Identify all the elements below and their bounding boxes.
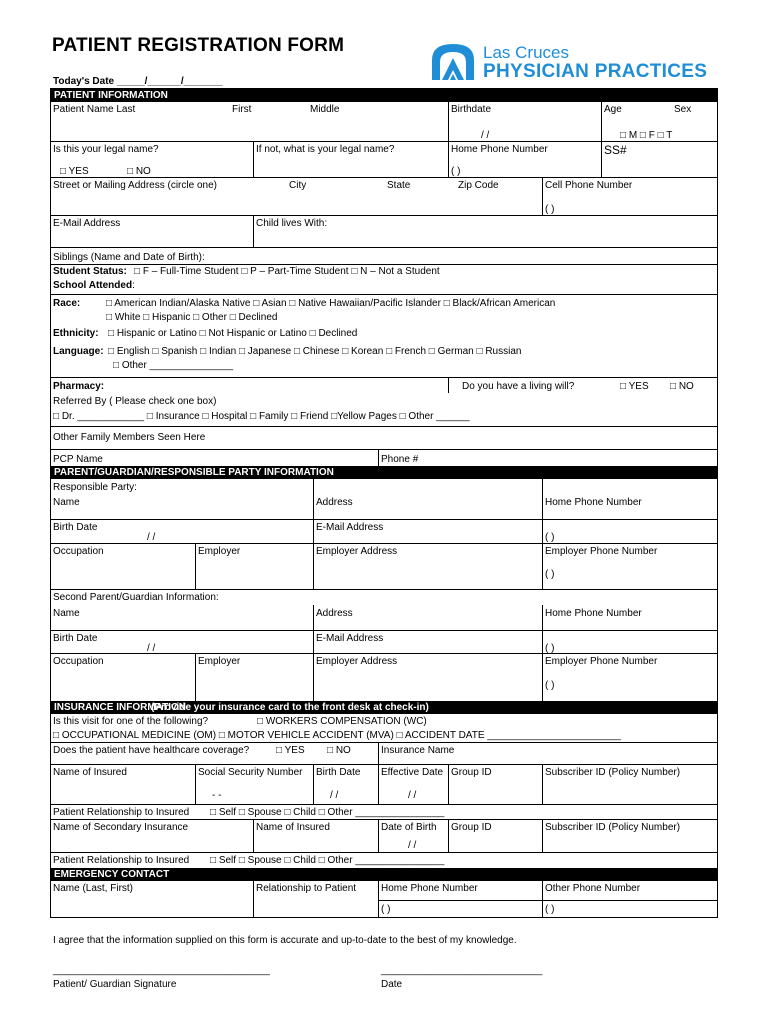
guardian-employer-phone-field[interactable]: Employer Phone Number <box>545 546 658 557</box>
race-label: Race: <box>53 298 81 309</box>
second-guardian-employer-phone-paren: ( ) <box>545 680 555 691</box>
insured-birth-slashes: / / <box>330 790 339 801</box>
age-label[interactable]: Age <box>604 104 622 115</box>
row-divider <box>51 742 717 743</box>
birthdate-slashes: / / <box>481 130 490 141</box>
email-field[interactable]: E-Mail Address <box>53 218 121 229</box>
row-divider <box>51 630 717 631</box>
col-divider <box>542 177 543 215</box>
emergency-home-phone-field[interactable]: Home Phone Number <box>381 883 478 894</box>
second-guardian-address-field[interactable]: Address <box>316 608 353 619</box>
second-guardian-employer-phone-field[interactable]: Employer Phone Number <box>545 656 658 667</box>
second-guardian-occupation-field[interactable]: Occupation <box>53 656 104 667</box>
col-divider <box>313 605 314 701</box>
form-title: PATIENT REGISTRATION FORM <box>52 35 345 56</box>
emergency-other-phone-field[interactable]: Other Phone Number <box>545 883 641 894</box>
row-divider <box>51 764 717 765</box>
col-divider <box>195 543 196 589</box>
birthdate-label[interactable]: Birthdate <box>451 104 492 115</box>
second-guardian-employer-address-field[interactable]: Employer Address <box>316 656 398 667</box>
patient-middle-name-label[interactable]: Middle <box>310 104 340 115</box>
col-divider <box>542 605 543 701</box>
section-parent-guardian: PARENT/GUARDIAN/RESPONSIBLE PARTY INFORMATION <box>51 466 717 479</box>
col-divider <box>448 764 449 804</box>
col-divider <box>542 819 543 852</box>
emergency-other-phone-paren: ( ) <box>545 904 555 915</box>
guardian-email-field[interactable]: E-Mail Address <box>316 522 384 533</box>
guardian-address-field[interactable]: Address <box>316 497 353 508</box>
todays-date-field[interactable]: Today's Date _____/______/_______ <box>53 76 223 87</box>
emergency-name-field[interactable]: Name (Last, First) <box>53 883 134 894</box>
ssn-field[interactable]: SS# <box>604 143 627 157</box>
insured-birth-date-field[interactable]: Birth Date <box>316 767 361 778</box>
second-guardian-label: Second Parent/Guardian Information: <box>53 592 219 603</box>
second-guardian-name-field[interactable]: Name <box>53 608 80 619</box>
pharmacy-field[interactable]: Pharmacy: <box>53 381 105 392</box>
city-field[interactable]: City <box>289 180 307 191</box>
row-divider <box>51 247 717 248</box>
zip-code-field[interactable]: Zip Code <box>458 180 499 191</box>
workers-comp-checkbox[interactable]: □ WORKERS COMPENSATION (WC) <box>257 716 427 727</box>
guardian-home-phone-field[interactable]: Home Phone Number <box>545 497 642 508</box>
race-options-row2[interactable]: □ White □ Hispanic □ Other □ Declined <box>106 312 278 323</box>
student-status-label: Student Status: <box>53 266 127 277</box>
section-emergency-contact: EMERGENCY CONTACT <box>51 868 717 881</box>
guardian-birth-date-field[interactable]: Birth Date <box>53 522 98 533</box>
responsible-party-label: Responsible Party: <box>53 482 137 493</box>
patient-name-last-label[interactable]: Patient Name Last <box>53 104 136 115</box>
row-divider <box>51 215 717 216</box>
secondary-subscriber-id-field[interactable]: Subscriber ID (Policy Number) <box>545 822 681 833</box>
coverage-question: Does the patient have healthcare coverage? <box>53 745 250 756</box>
row-divider <box>51 177 717 178</box>
insurance-note: (Provide your insurance card to the front desk at check-in) <box>151 702 429 713</box>
insurance-name-field[interactable]: Insurance Name <box>381 745 455 756</box>
row-divider <box>51 141 717 142</box>
guardian-birth-slashes: / / <box>147 532 156 543</box>
coverage-no-checkbox[interactable]: □ NO <box>327 745 351 756</box>
guardian-occupation-field[interactable]: Occupation <box>53 546 104 557</box>
col-divider <box>253 215 254 247</box>
col-divider <box>448 102 449 177</box>
secondary-relationship-options[interactable]: □ Self □ Spouse □ Child □ Other ________________ <box>210 855 445 866</box>
language-options-row2[interactable]: □ Other _______________ <box>113 360 234 371</box>
secondary-relationship-label: Patient Relationship to Insured <box>53 855 190 866</box>
col-divider <box>313 479 314 589</box>
school-attended-colon: : <box>132 280 135 291</box>
siblings-field[interactable]: Siblings (Name and Date of Birth): <box>53 252 205 263</box>
sex-options[interactable]: □ M □ F □ T <box>620 130 673 141</box>
patient-first-name-label[interactable]: First <box>232 104 252 115</box>
mountain-logo-icon <box>428 40 478 82</box>
row-divider <box>51 519 717 520</box>
living-will-yes-checkbox[interactable]: □ YES <box>620 381 649 392</box>
referred-by-label: Referred By ( Please check one box) <box>53 396 217 407</box>
secondary-name-of-insured-field[interactable]: Name of Insured <box>256 822 330 833</box>
col-divider <box>542 764 543 804</box>
col-divider <box>601 102 602 177</box>
row-divider <box>51 543 717 544</box>
section-insurance <box>51 701 717 714</box>
secondary-date-of-birth-field[interactable]: Date of Birth <box>381 822 437 833</box>
other-family-members-field[interactable]: Other Family Members Seen Here <box>53 432 206 443</box>
legal-name-field[interactable]: If not, what is your legal name? <box>256 144 395 155</box>
col-divider <box>253 141 254 177</box>
ethnicity-label: Ethnicity: <box>53 328 99 339</box>
row-divider <box>51 377 717 378</box>
row-divider <box>51 426 717 427</box>
language-options-row1[interactable]: □ English □ Spanish □ Indian □ Japanese □ Chinese □ Korean □ French □ German □ Russian <box>108 346 522 357</box>
guardian-name-field[interactable]: Name <box>53 497 80 508</box>
visit-type-question: Is this visit for one of the following? <box>53 716 209 727</box>
signature-label: Patient/ Guardian Signature <box>53 979 177 990</box>
second-guardian-phone-paren: ( ) <box>545 643 555 654</box>
emergency-home-phone-paren: ( ) <box>381 904 391 915</box>
col-divider <box>448 377 449 393</box>
coverage-yes-checkbox[interactable]: □ YES <box>276 745 305 756</box>
secondary-insurance-field[interactable]: Name of Secondary Insurance <box>53 822 189 833</box>
col-divider <box>313 764 314 804</box>
logo-text-las-cruces: Las Cruces <box>483 43 569 62</box>
col-divider <box>378 819 379 852</box>
pcp-phone-field[interactable]: Phone # <box>381 454 419 465</box>
legal-name-question: Is this your legal name? <box>53 144 159 155</box>
second-guardian-email-field[interactable]: E-Mail Address <box>316 633 384 644</box>
effective-date-field[interactable]: Effective Date <box>381 767 444 778</box>
subscriber-id-field[interactable]: Subscriber ID (Policy Number) <box>545 767 681 778</box>
section-patient-information: PATIENT INFORMATION <box>51 89 717 102</box>
practice-logo <box>428 40 718 84</box>
col-divider <box>448 819 449 852</box>
secondary-group-id-field[interactable]: Group ID <box>451 822 492 833</box>
row-divider <box>51 804 717 805</box>
second-guardian-employer-field[interactable]: Employer <box>198 656 241 667</box>
secondary-dob-slashes: / / <box>408 840 417 851</box>
legal-name-yes-checkbox[interactable]: □ YES <box>60 166 89 177</box>
language-label: Language: <box>53 346 104 357</box>
name-of-insured-field[interactable]: Name of Insured <box>53 767 127 778</box>
guardian-employer-phone-paren: ( ) <box>545 569 555 580</box>
insured-ssn-field[interactable]: Social Security Number <box>198 767 303 778</box>
second-guardian-birth-date-field[interactable]: Birth Date <box>53 633 98 644</box>
legal-name-no-checkbox[interactable]: □ NO <box>127 166 151 177</box>
relationship-to-insured-label: Patient Relationship to Insured <box>53 807 190 818</box>
insured-ssn-dashes: - - <box>212 790 222 801</box>
referred-by-options[interactable]: □ Dr. ____________ □ Insurance □ Hospital □ Family □ Friend □Yellow Pages □ Other ______ <box>53 411 470 422</box>
logo-text-physician-practices: PHYSICIAN PRACTICES <box>483 61 708 82</box>
col-divider <box>253 819 254 852</box>
guardian-phone-paren: ( ) <box>545 532 555 543</box>
col-divider <box>542 479 543 589</box>
col-divider <box>378 449 379 466</box>
state-field[interactable]: State <box>387 180 411 191</box>
guardian-employer-address-field[interactable]: Employer Address <box>316 546 398 557</box>
col-divider <box>195 653 196 701</box>
col-divider <box>195 764 196 804</box>
insurance-title: INSURANCE INFORMATION <box>54 702 187 713</box>
home-phone-paren: ( ) <box>451 166 461 177</box>
signature-line[interactable]: _______________________________________ <box>53 965 270 976</box>
group-id-field[interactable]: Group ID <box>451 767 492 778</box>
ethnicity-options[interactable]: □ Hispanic or Latino □ Not Hispanic or Latino □ Declined <box>108 328 358 339</box>
home-phone-label[interactable]: Home Phone Number <box>451 144 548 155</box>
row-divider <box>51 852 717 853</box>
visit-type-options[interactable]: □ OCCUPATIONAL MEDICINE (OM) □ MOTOR VEHICLE ACCIDENT (MVA) □ ACCIDENT DATE ________________________ <box>53 730 621 741</box>
race-options-row1[interactable]: □ American Indian/Alaska Native □ Asian □ Native Hawaiian/Pacific Islander □ Black/African American <box>106 298 556 309</box>
row-divider <box>51 589 717 590</box>
second-guardian-home-phone-field[interactable]: Home Phone Number <box>545 608 642 619</box>
row-divider <box>51 264 717 265</box>
emergency-relationship-field[interactable]: Relationship to Patient <box>256 883 357 894</box>
row-divider <box>51 449 717 450</box>
second-guardian-birth-slashes: / / <box>147 643 156 654</box>
date-line[interactable]: _____________________________ <box>381 965 543 976</box>
living-will-question: Do you have a living will? <box>462 381 575 392</box>
effective-date-slashes: / / <box>408 790 417 801</box>
row-divider <box>51 819 717 820</box>
col-divider <box>378 742 379 804</box>
sex-label: Sex <box>674 104 692 115</box>
school-attended-field[interactable] <box>53 280 135 291</box>
agreement-statement: I agree that the information supplied on this form is accurate and up-to-date to the best of my knowledge. <box>53 935 517 946</box>
school-attended-label: School Attended <box>53 280 133 291</box>
relationship-options[interactable]: □ Self □ Spouse □ Child □ Other ________________ <box>210 807 445 818</box>
col-divider <box>253 881 254 918</box>
date-label: Date <box>381 979 403 990</box>
child-lives-with-field[interactable]: Child lives With: <box>256 218 328 229</box>
cell-phone-label[interactable]: Cell Phone Number <box>545 180 633 191</box>
row-divider <box>378 900 717 901</box>
guardian-employer-field[interactable]: Employer <box>198 546 241 557</box>
student-status-options[interactable]: □ F – Full-Time Student □ P – Part-Time Student □ N – Not a Student <box>134 266 440 277</box>
living-will-no-checkbox[interactable]: □ NO <box>670 381 694 392</box>
cell-phone-paren: ( ) <box>545 204 555 215</box>
pcp-name-field[interactable]: PCP Name <box>53 454 103 465</box>
street-address-field[interactable]: Street or Mailing Address (circle one) <box>53 180 217 191</box>
row-divider <box>51 294 717 295</box>
